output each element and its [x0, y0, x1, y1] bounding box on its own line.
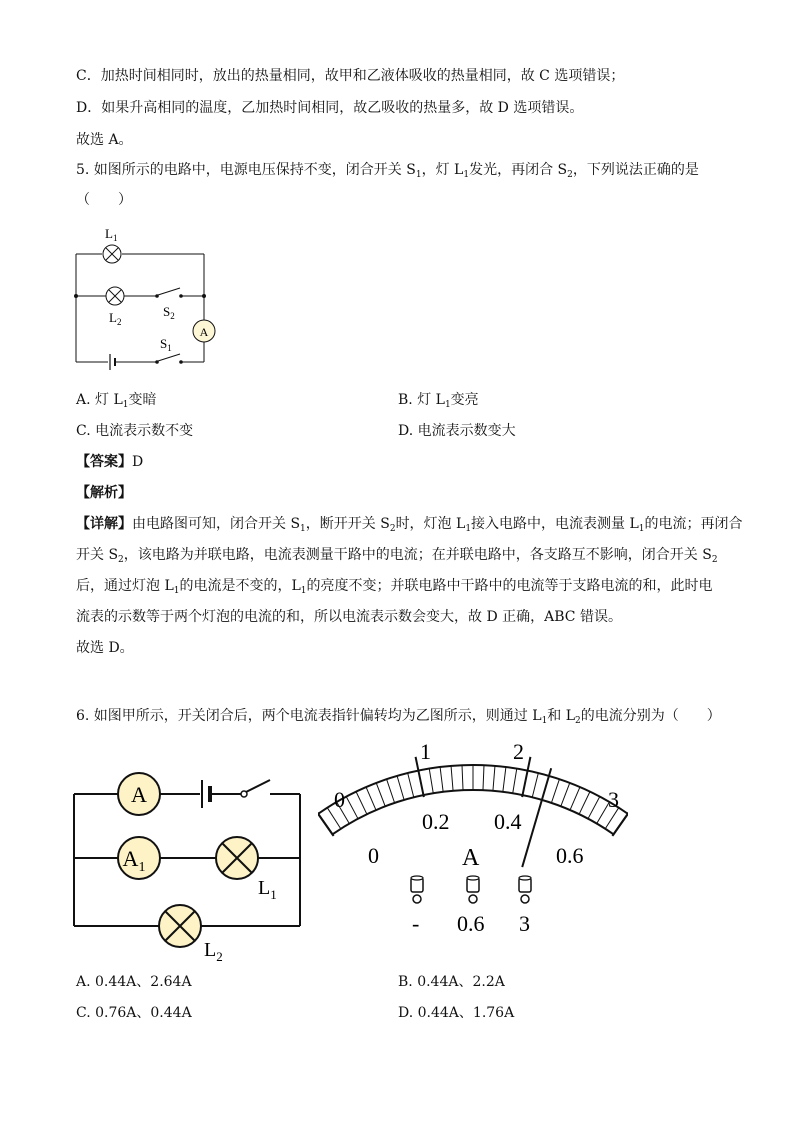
meter-lower-0.4: 0.4 — [494, 809, 522, 834]
svg-text:A: A — [131, 782, 147, 807]
q5-option-b[interactable]: B. 灯 $L_1$变亮 — [398, 392, 479, 410]
q5-lamp-l1 — [103, 245, 121, 263]
q5-circuit-diagram — [60, 222, 220, 372]
meter-upper-1: 1 — [420, 739, 431, 764]
q5-option-d[interactable]: D. 电流表示数变大 — [398, 423, 516, 439]
q5-switch-s2-label: $S_2$ — [163, 304, 175, 321]
q6-lamp-l2-label: $L_2$ — [204, 939, 223, 964]
terminal-3 — [519, 876, 531, 903]
meter-unit: A — [462, 845, 480, 871]
q5-option-c[interactable]: C. 电流表示数不变 — [76, 423, 194, 439]
terminal-label-negative: - — [412, 911, 420, 936]
q5-analysis-label: 【解析】 — [76, 485, 132, 501]
q6-option-c[interactable]: C. 0.76A、0.44A — [76, 1005, 192, 1021]
q6-lamp-l1 — [216, 837, 258, 879]
q5-lamp-l2-label: $L_2$ — [109, 310, 122, 327]
q5-switch-s1-label: $S_1$ — [160, 336, 172, 353]
q6-option-d[interactable]: D. 0.44A、1.76A — [398, 1005, 515, 1021]
prev-option-d: D．如果升高相同的温度，乙加热时间相同，故乙吸收的热量多，故 D 选项错误。 — [76, 100, 584, 116]
q5-detail-line-1: 【详解】由电路图可知，闭合开关 $S_1$，断开开关 $S_2$时，灯泡 $L_1$接入电路中，电流表测量 $L_1$的电流；再闭合 — [76, 516, 743, 534]
meter-upper-3: 3 — [608, 787, 619, 812]
terminal-negative — [411, 876, 423, 903]
svg-text:A: A — [199, 325, 209, 339]
svg-text:A1: $A_1$ — [122, 846, 146, 875]
q5-option-a[interactable]: A. 灯 $L_1$变暗 — [76, 392, 157, 410]
prev-option-c: C．加热时间相同时，放出的热量相同，故甲和乙液体吸收的热量相同，故 C 选项错误； — [76, 68, 625, 84]
q5-lamp-l2 — [106, 287, 124, 305]
q5-detail-line-3: 后，通过灯泡 $L_1$的电流是不变的，$L_1$的亮度不变；并联电路中干路中的电流等于支路电流的和，此时电 — [76, 578, 713, 596]
q5-detail-line-2: 开关 $S_2$，该电路为并联电路，电流表测量干路中的电流；在并联电路中，各支路互不影响，闭合开关 $S_2$ — [76, 547, 718, 565]
prev-conclusion: 故选 A。 — [76, 132, 133, 148]
q6-lamp-l2 — [159, 905, 201, 947]
q6-ammeter-dial — [318, 735, 628, 945]
q5-detail-line-4: 流表的示数等于两个灯泡的电流的和，所以电流表示数会变大，故 D 正确，ABC 错误。 — [76, 609, 622, 625]
q5-answer-paren: （ ） — [76, 192, 132, 208]
q5-stem: 5. 如图所示的电路中，电源电压保持不变，闭合开关 $S_1$，灯 $L_1$发光，再闭合 $S_2$，下列说法正确的是 — [76, 162, 699, 180]
q6-option-b[interactable]: B. 0.44A、2.2A — [398, 974, 505, 990]
meter-upper-0: 0 — [334, 787, 345, 812]
meter-lower-0.6: 0.6 — [556, 843, 584, 868]
meter-upper-2: 2 — [513, 739, 524, 764]
q6-lamp-l1-label: $L_1$ — [258, 877, 277, 902]
answer-label: 【答案】 — [76, 454, 132, 470]
q6-stem: 6. 如图甲所示，开关闭合后，两个电流表指针偏转均为乙图所示，则通过 $L_1$和 $L_2$的电流分别为（ ） — [76, 708, 721, 726]
q5-ammeter — [193, 320, 215, 342]
q5-conclusion: 故选 D。 — [76, 640, 134, 656]
q6-circuit-diagram — [62, 766, 312, 966]
q5-lamp-l1-label: $L_1$ — [105, 226, 118, 243]
terminal-label-0.6: 0.6 — [457, 911, 485, 936]
q6-ammeter-a1 — [118, 837, 160, 879]
q6-ammeter-a — [118, 773, 160, 815]
meter-lower-0: 0 — [368, 843, 379, 868]
q6-option-a[interactable]: A. 0.44A、2.64A — [76, 974, 192, 990]
terminal-0.6 — [467, 876, 479, 903]
terminal-label-3: 3 — [519, 911, 530, 936]
meter-lower-0.2: 0.2 — [422, 809, 450, 834]
q5-answer: 【答案】D — [76, 454, 144, 470]
